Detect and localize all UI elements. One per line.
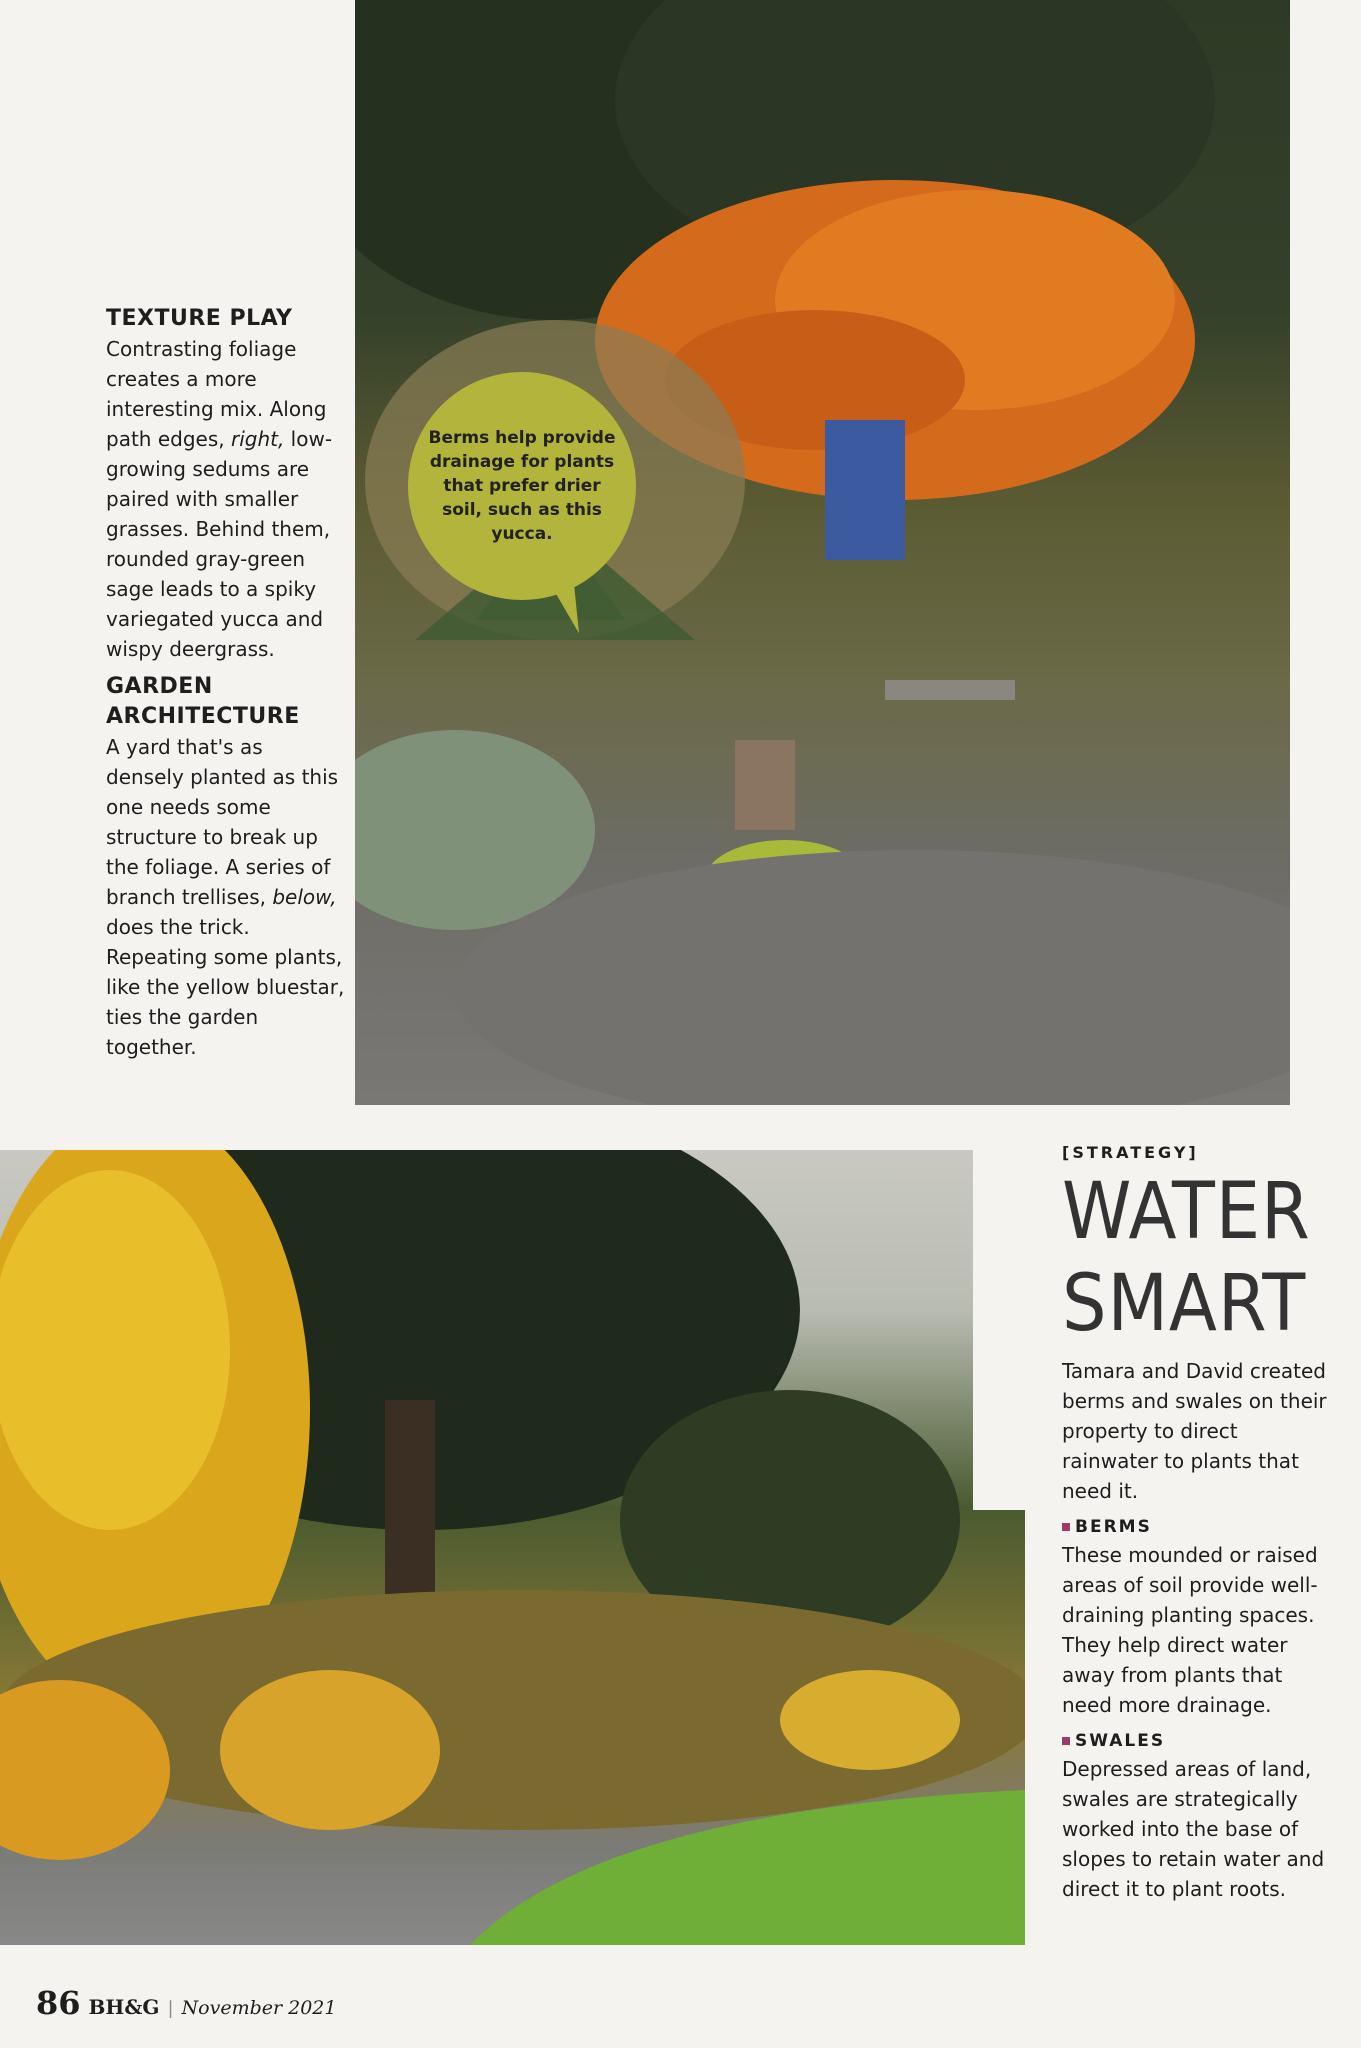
swales-heading [1062,1728,1332,1754]
swales-body: Depressed areas of land, swales are strategically worked into the base of slopes to retain water and direct it to plant roots. [1062,1757,1325,1901]
left-sidebar-text [106,304,346,1070]
magazine-name: BH&G [88,1995,160,2019]
intro-text: Tamara and David created berms and swales on their property to direct rainwater to plants that need it. [1062,1359,1327,1503]
texture-body-text-2: low-growing sedums are paired with smaller grasses. Behind them, rounded gray-green sage leads to a spiky variegated yucca and wispy deergrass. [106,427,333,661]
footer-separator: | [167,1998,174,2019]
page-footer [36,1984,337,2022]
swales-heading-text: SWALES [1075,1731,1166,1751]
berms-heading [1062,1514,1332,1540]
berms-heading-text: BERMS [1075,1517,1152,1537]
texture-play-body [106,334,346,664]
texture-body-italic: right, [230,427,285,451]
texture-play-heading: TEXTURE PLAY [106,306,293,331]
architecture-body-italic: below, [272,885,337,909]
issue-date: November 2021 [181,1997,337,2019]
photo-illustration [0,1150,1025,1945]
callout-bubble [408,372,636,600]
texture-body-text: Contrasting foliage creates a more interesting mix. Along path edges, [106,337,327,451]
title-line-2: SMART [1062,1259,1307,1349]
garden-photo-trellises [0,1150,1025,1945]
page-number: 86 [36,1984,81,2022]
berms-body: These mounded or raised areas of soil provide well-draining planting spaces. They help direct water away from plants that need more drainage. [1062,1543,1318,1717]
section-kicker: [STRATEGY] [1062,1143,1199,1162]
garden-architecture-heading: GARDEN ARCHITECTURE [106,674,300,729]
bullet-square-icon [1062,1523,1070,1531]
garden-architecture-body [106,732,346,1062]
title-line-1: WATER [1062,1167,1311,1257]
callout-text: Berms help provide drainage for plants that prefer drier soil, such as this yucca. [428,428,616,544]
architecture-body-text-2: does the trick. Repeating some plants, like the yellow bluestar, ties the garden together. [106,915,345,1059]
bullet-square-icon [1062,1737,1070,1745]
architecture-body-text: A yard that's as densely planted as this one needs some structure to break up the foliage. A series of branch trellises, [106,735,339,909]
sidebar-water-smart [1062,1140,1332,1912]
